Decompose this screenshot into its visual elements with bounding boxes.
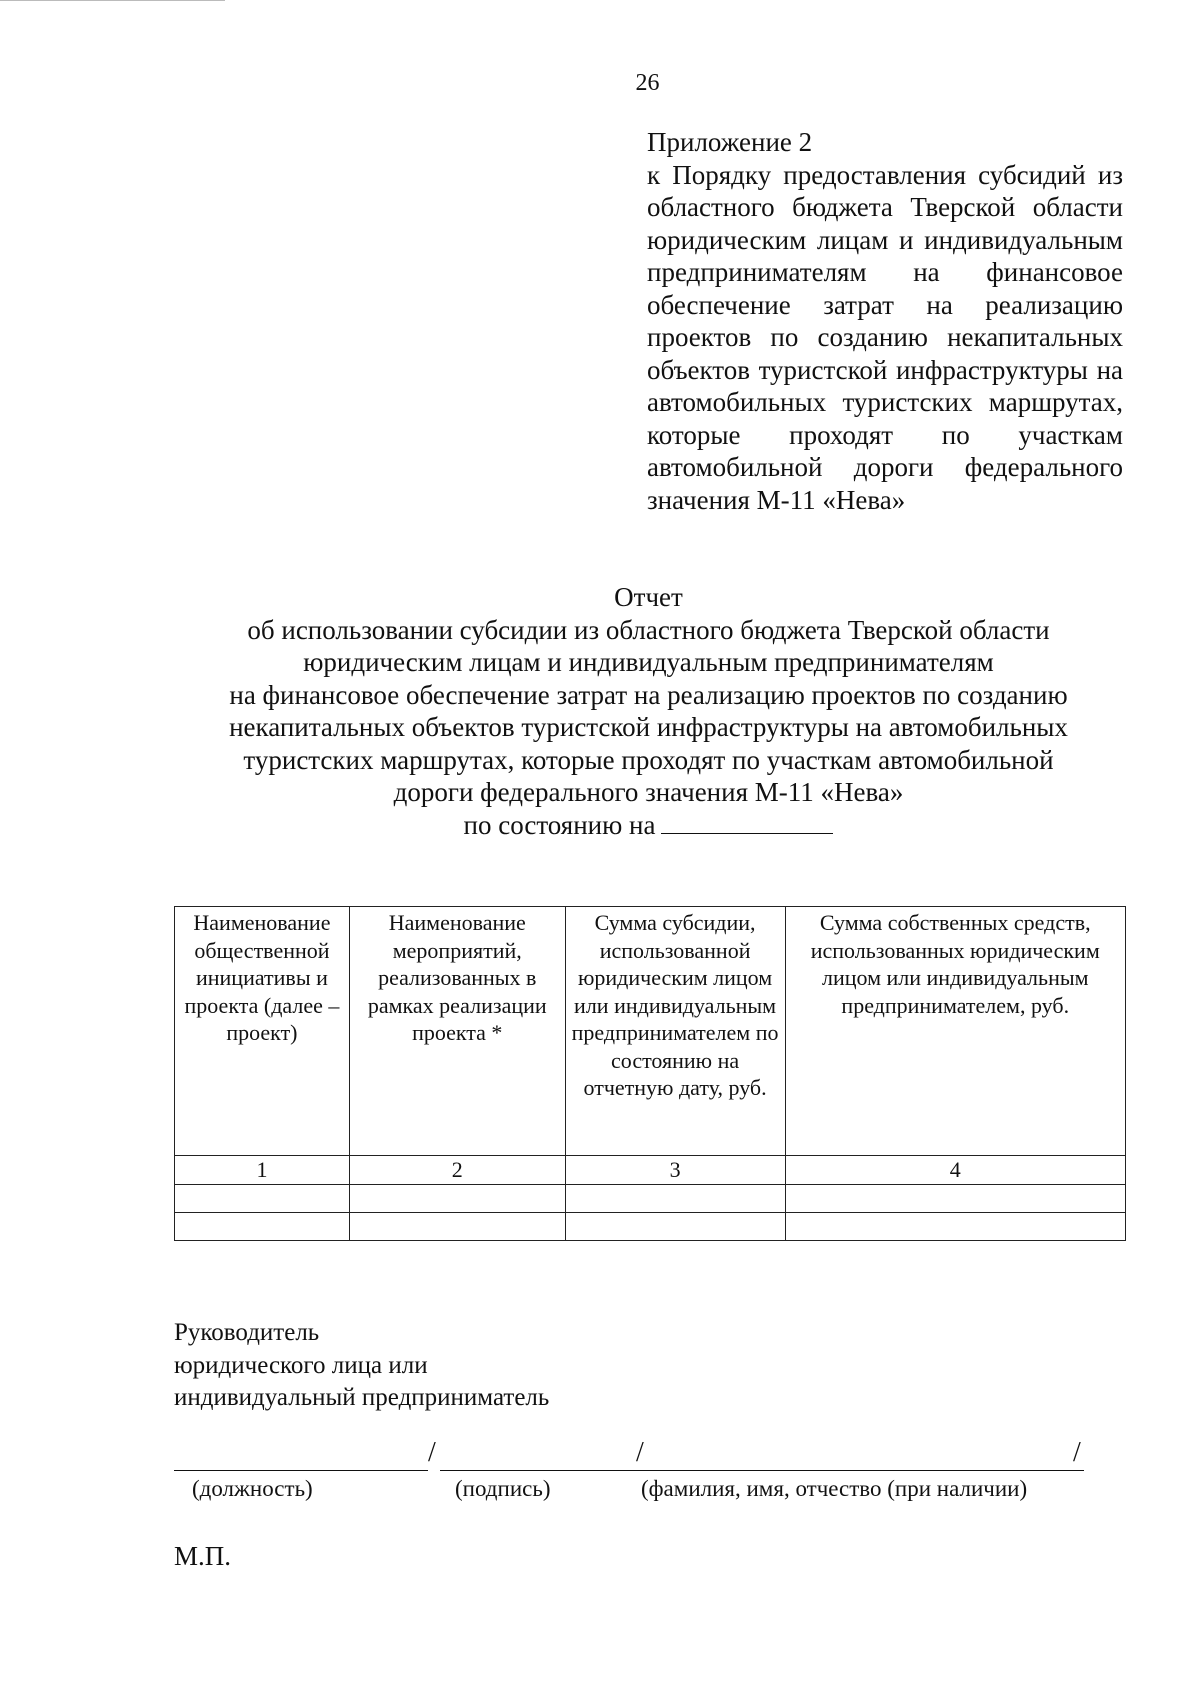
- signer-block: [174, 1317, 549, 1415]
- report-heading-line: об использовании субсидии из областного бюджета Тверской области: [247, 614, 1050, 645]
- report-heading-line: некапитальных объектов туристской инфраструктуры на автомобильных: [229, 712, 1068, 742]
- table-header-cell: Сумма собственных средств, использованных юридическим лицом или индивидуальным предпринимателем, руб.: [785, 907, 1125, 1156]
- table-cell[interactable]: [349, 1184, 565, 1212]
- report-heading-line: туристских маршрутах, которые проходят по участкам автомобильной: [243, 744, 1054, 775]
- report-title: Отчет: [614, 582, 683, 612]
- signature-lines: [174, 1431, 1114, 1471]
- report-heading-line: юридическим лицам и индивидуальным предпринимателям: [303, 647, 994, 677]
- table-header-row: [175, 907, 1126, 1156]
- caption-position: (должность): [192, 1476, 313, 1501]
- table-cell[interactable]: [785, 1212, 1125, 1240]
- column-number-cell: 2: [349, 1156, 565, 1185]
- table-row: [175, 1184, 1126, 1212]
- signer-line: юридического лица или: [174, 1351, 428, 1379]
- table-header-cell: Сумма субсидии, использованной юридическим лицом или индивидуальным предпринимателем по состоянию на отчетную дату, руб.: [565, 907, 785, 1156]
- report-as-of: [170, 809, 1127, 842]
- signer-line: Руководитель: [174, 1319, 320, 1346]
- table-cell[interactable]: [785, 1184, 1125, 1212]
- name-line[interactable]: [654, 1469, 1084, 1471]
- scan-edge-line: [0, 0, 225, 1]
- slash-separator: /: [636, 1437, 644, 1468]
- report-heading-line: дороги федерального значения М-11 «Нева»: [393, 777, 904, 807]
- caption-signature: (подпись): [455, 1476, 551, 1501]
- caption-name: (фамилия, имя, отчество (при наличии): [641, 1476, 1028, 1501]
- table-cell[interactable]: [175, 1212, 350, 1240]
- page-number: 26: [635, 70, 660, 96]
- column-number-cell: 3: [565, 1156, 785, 1185]
- table-cell[interactable]: [565, 1184, 785, 1212]
- appendix-title: Приложение 2: [647, 127, 813, 157]
- column-number-cell: 4: [785, 1156, 1125, 1185]
- table-column-number-row: [175, 1156, 1126, 1185]
- table-cell[interactable]: [349, 1212, 565, 1240]
- table-cell[interactable]: [175, 1184, 350, 1212]
- appendix-body: к Порядку предоставления субсидий из областного бюджета Тверской области юридическим лицам и индивидуальным предпринимателям на финансовое обеспечение затрат на реализацию проектов по созданию некапитальных объектов туристской инфраструктуры на автомобильных туристских маршрутах, которые проходят по участкам автомобильной дороги федерального значения М-11 «Нева»: [647, 159, 1123, 515]
- column-number-cell: 1: [175, 1156, 350, 1185]
- position-line[interactable]: [174, 1469, 428, 1471]
- as-of-label: по состоянию на: [463, 809, 656, 840]
- stamp-label: М.П.: [174, 1541, 232, 1571]
- report-heading-line: на финансовое обеспечение затрат на реализацию проектов по созданию: [229, 679, 1068, 710]
- signer-line: индивидуальный предприниматель: [174, 1384, 550, 1411]
- appendix-block: [647, 126, 1123, 516]
- table-header-cell: Наименование мероприятий, реализованных в рамках реализации проекта *: [349, 907, 565, 1156]
- slash-separator: /: [1073, 1437, 1081, 1468]
- report-table: [174, 906, 1126, 1241]
- as-of-date-field[interactable]: [661, 809, 833, 834]
- table-cell[interactable]: [565, 1212, 785, 1240]
- table-row: [175, 1212, 1126, 1240]
- report-heading: [170, 581, 1127, 841]
- slash-separator: /: [428, 1437, 436, 1468]
- spacer: [648, 1469, 653, 1471]
- table-header-cell: Наименование общественной инициативы и проекта (далее – проект): [175, 907, 350, 1156]
